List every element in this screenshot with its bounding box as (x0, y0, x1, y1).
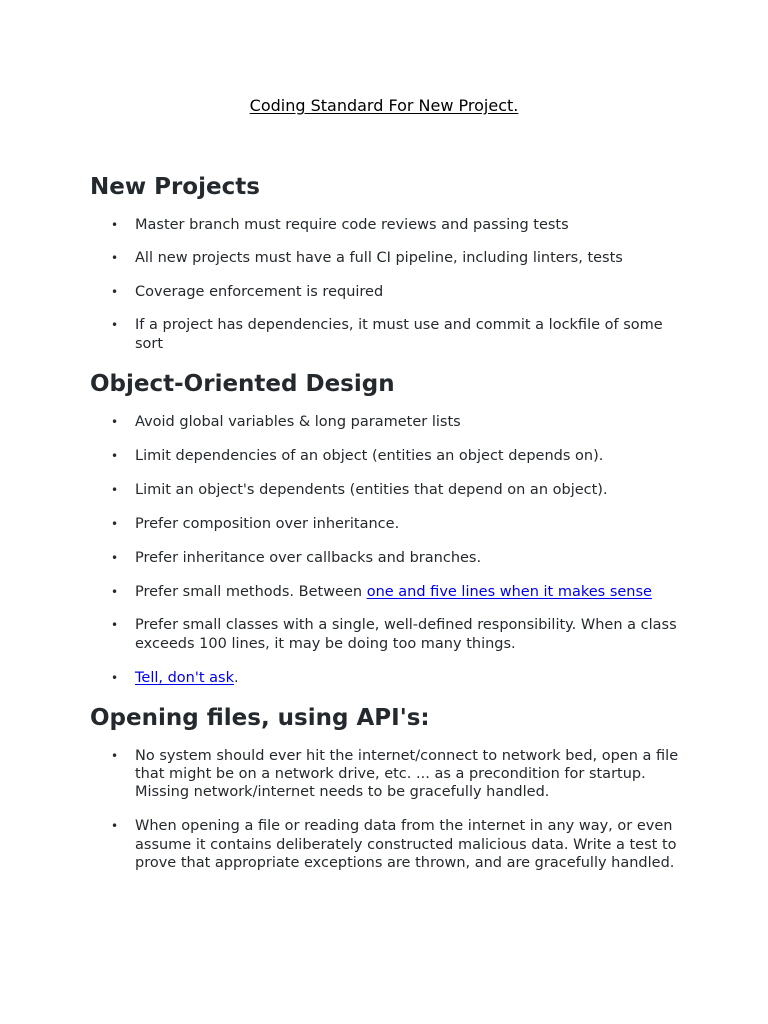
bullet-icon: • (111, 748, 119, 763)
list-item (90, 817, 690, 872)
list-item-text: Prefer small classes with a single, well-defined responsibility. When a class exceeds 100 lines, it may be doing too many things. (135, 617, 677, 652)
list-item (90, 616, 690, 653)
list-item (90, 249, 690, 267)
small-methods-link[interactable]: one and five lines when it makes sense (366, 583, 652, 600)
list-item (90, 669, 690, 687)
list-item-text: Prefer inheritance over callbacks and branches. (135, 549, 482, 566)
section-heading-opening-files: Opening files, using API's: (90, 704, 430, 731)
bullet-icon: • (111, 482, 119, 497)
bullet-icon: • (111, 415, 119, 430)
bullet-icon: • (111, 284, 119, 299)
list-item (90, 515, 690, 533)
list-item (90, 549, 690, 567)
bullet-icon: • (111, 448, 119, 463)
list-item (90, 216, 690, 234)
list-item-text: Master branch must require code reviews and passing tests (135, 217, 569, 233)
bullet-icon: • (111, 618, 119, 633)
list-item-text: Limit an object's dependents (entities that depend on an object). (135, 481, 608, 498)
list-item-text: Prefer composition over inheritance. (135, 515, 400, 532)
section-heading-new-projects: New Projects (90, 174, 260, 200)
list-item (90, 747, 690, 802)
list-item-text: Prefer small methods. Between (135, 583, 367, 600)
list-item-text: No system should ever hit the internet/connect to network bed, open a file that might be on a network drive, etc. ... as a precondition for startup. Missing network/internet needs to be gracefully handled. (135, 747, 679, 801)
list-item (90, 481, 690, 499)
ood-list (90, 413, 690, 687)
list-item (90, 583, 690, 601)
list-item-text: Coverage enforcement is required (135, 283, 384, 300)
list-item (90, 283, 690, 301)
list-item-text: Avoid global variables & long parameter lists (135, 414, 461, 431)
bullet-icon: • (111, 819, 119, 834)
bullet-icon: • (111, 218, 119, 232)
bullet-icon: • (111, 670, 119, 685)
list-item (90, 316, 690, 353)
document-title: Coding Standard For New Project. (249, 96, 519, 115)
bullet-icon: • (111, 550, 119, 565)
list-item-text: When opening a file or reading data from the internet in any way, or even assume it contains deliberately constructed malicious data. Write a test to prove that appropriate exceptions are thrown, and are gracefully handled. (135, 818, 677, 871)
opening-files-list (90, 747, 690, 872)
list-item (90, 413, 690, 431)
list-item-text: . (233, 669, 239, 686)
bullet-icon: • (111, 251, 119, 266)
list-item (90, 447, 690, 465)
list-item-text: Limit dependencies of an object (entities an object depends on). (135, 447, 604, 464)
tell-dont-ask-link[interactable]: Tell, don't ask (135, 669, 234, 686)
bullet-icon: • (111, 584, 119, 599)
list-item-text: All new projects must have a full CI pipeline, including linters, tests (135, 250, 623, 267)
list-item-text: If a project has dependencies, it must use and commit a lockfile of some sort (135, 317, 663, 352)
bullet-icon: • (111, 318, 119, 333)
section-heading-object-oriented-design: Object-Oriented Design (90, 371, 395, 398)
bullet-icon: • (111, 516, 119, 531)
document-body (90, 172, 690, 872)
new-projects-list (90, 216, 690, 353)
